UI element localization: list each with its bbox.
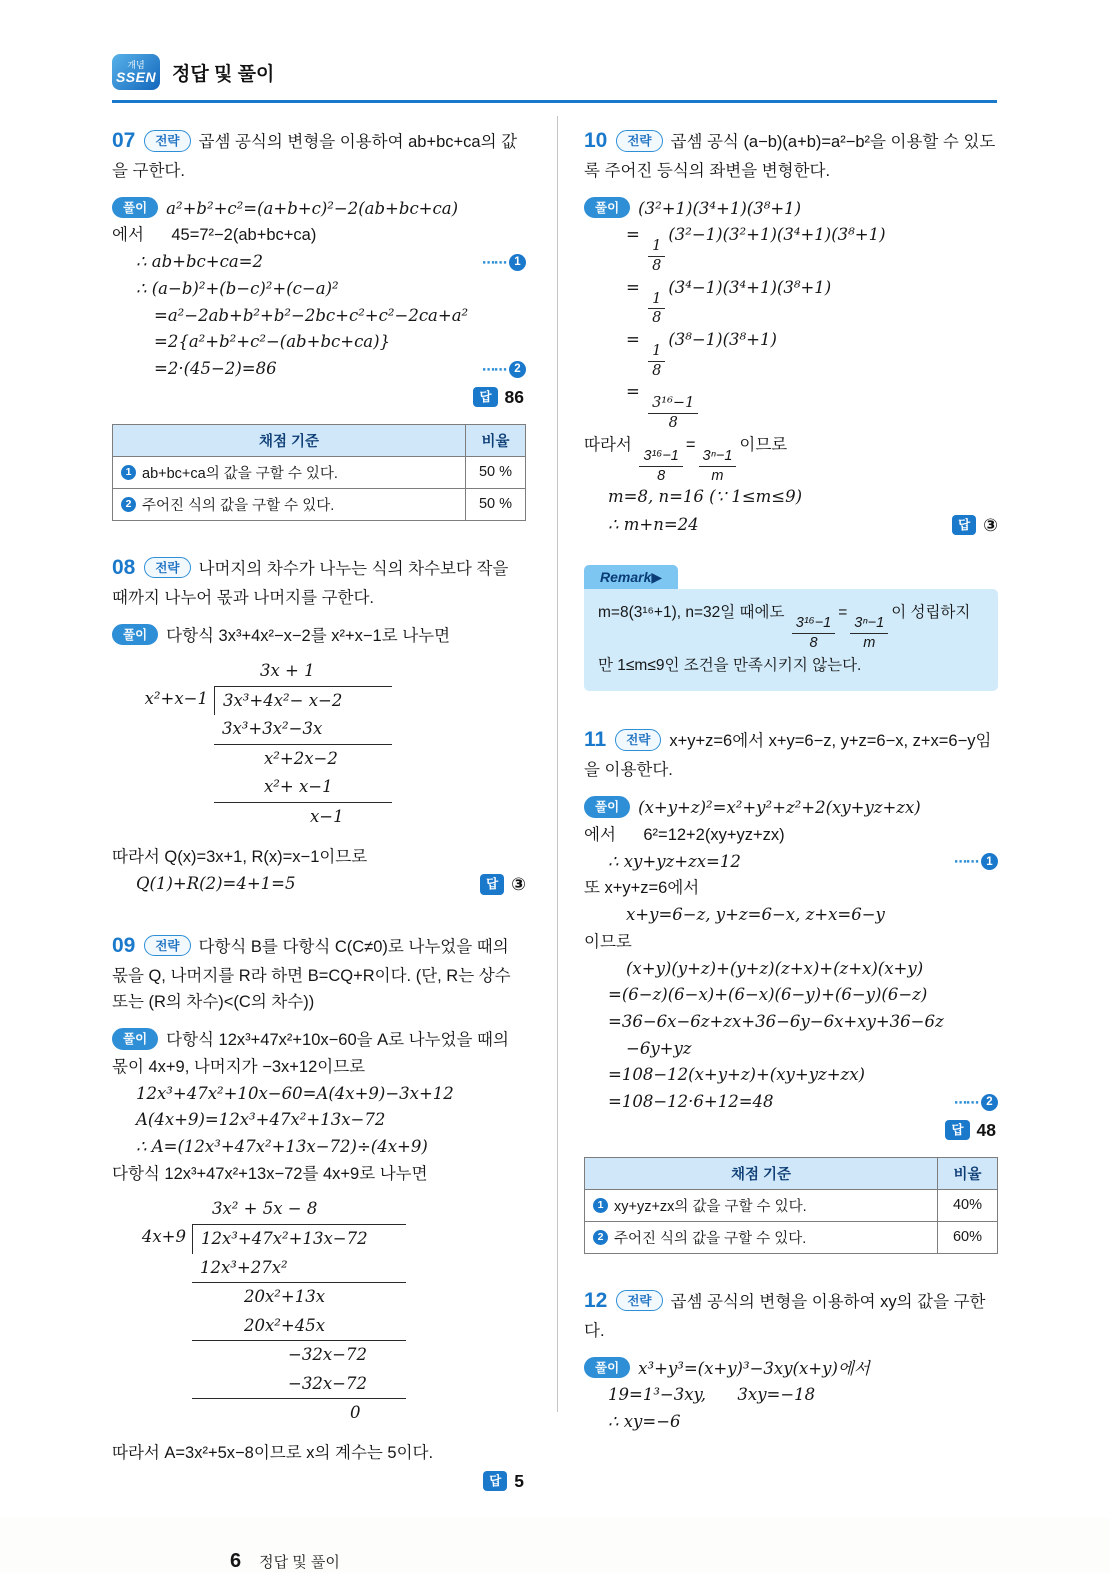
table-row <box>113 488 526 520</box>
remark-label: Remark▶ <box>584 565 678 589</box>
strategy-badge: 전략 <box>144 935 190 957</box>
solution-line: 에서 45=7²−2(ab+bc+ca) <box>112 226 317 245</box>
solution-line: =a²−2ab+b²+b²−2bc+c²+c²−2ca+a² <box>154 305 469 325</box>
solution-badge: 풀이 <box>112 1028 158 1050</box>
strategy-badge: 전략 <box>615 729 661 751</box>
problem-12-intro <box>584 1284 998 1345</box>
grading-ratio-header: 비율 <box>466 424 526 456</box>
header-rule <box>112 100 997 103</box>
division-quotient: 3x² + 5x − 8 <box>212 1199 318 1219</box>
fraction: $\frac{1}{8}$ <box>648 238 665 274</box>
strategy-text: 곱셈 공식의 변형을 이용하여 xy의 값을 구한다. <box>584 1292 986 1340</box>
division-dividend: 12x³+47x²+13x−72 <box>192 1224 406 1254</box>
solution-line: ∴ m+n=24 답 ③ <box>584 511 998 539</box>
solution-line: 다항식 12x³+47x²+13x−72를 4x+9로 나누면 <box>112 1164 428 1183</box>
problem-08 <box>112 551 526 899</box>
division-divisor: x²+x−1 <box>144 688 208 708</box>
fraction: $\frac{\text{3¹⁶−1}}{8}$ <box>792 615 835 651</box>
strategy-text: 곱셈 공식 (a−b)(a+b)=a²−b²을 이용할 수 있도록 주어진 등식의 좌변을 변형한다. <box>584 133 996 181</box>
problem-10-intro <box>584 124 998 185</box>
strategy-badge: 전략 <box>616 130 662 152</box>
answer-value: ③ <box>511 874 526 895</box>
criterion-text: ab+bc+ca의 값을 구할 수 있다. <box>142 465 338 482</box>
problem-11 <box>584 723 998 1253</box>
solution-line: ∴ xy=−6 <box>608 1412 681 1431</box>
grading-criteria-header: 채점 기준 <box>585 1157 938 1189</box>
problem-number: 09 <box>112 933 136 957</box>
grading-header-row <box>585 1157 998 1189</box>
fraction: $\frac{1}{8}$ <box>648 343 665 379</box>
solution-line: A(4x+9)=12x³+47x²+13x−72 <box>136 1110 386 1130</box>
solution-line: ∴ (a−b)²+(b−c)²+(c−a)² <box>136 278 339 298</box>
problem-09-intro <box>112 929 526 1016</box>
logo-main-text: SSEN <box>115 68 157 85</box>
criterion-text: xy+yz+zx의 값을 구할 수 있다. <box>614 1198 807 1215</box>
grading-criteria-header: 채점 기준 <box>113 424 466 456</box>
footer-label: 정답 및 풀이 <box>259 1554 340 1571</box>
division-line: 20x²+45x <box>192 1312 406 1342</box>
solution-badge: 풀이 <box>584 197 630 219</box>
answer-badge: 답 <box>945 1120 969 1140</box>
problem-08-intro <box>112 551 526 612</box>
criterion-ratio: 60% <box>938 1221 998 1253</box>
criterion-ratio: 50 % <box>466 488 526 520</box>
solution-line: 이므로 <box>584 932 632 951</box>
criterion-text: 주어진 식의 값을 구할 수 있다. <box>142 497 335 514</box>
logo-top-text: 개념 <box>127 59 145 70</box>
division-divisor: 4x+9 <box>141 1226 186 1246</box>
division-line: 3x³+3x²−3x <box>214 715 392 745</box>
division-line: 0 <box>350 1403 361 1423</box>
problem-09 <box>112 929 526 1492</box>
solution-line: = $\frac{1}{8}$ (3⁴−1)(3⁴+1)(3⁸+1) <box>626 277 832 327</box>
fraction: $\frac{\text{3¹⁶−1}}{8}$ <box>639 448 682 484</box>
fraction: $\frac{\text{3ⁿ−1}}{m}$ <box>699 448 737 484</box>
answer-badge: 답 <box>483 1471 507 1491</box>
division-line: x²+ x−1 <box>214 773 392 803</box>
division-line: x²+2x−2 <box>264 748 338 768</box>
solution-line: 19=1³−3xy, 3xy=−18 <box>608 1385 816 1405</box>
answer-value: 5 <box>514 1470 524 1491</box>
answer-line <box>584 1120 996 1141</box>
solution-line: x+y=6−z, y+z=6−x, z+x=6−y <box>626 905 885 925</box>
answer-value: 48 <box>976 1119 996 1140</box>
problem-number: 12 <box>584 1288 608 1312</box>
problem-12 <box>584 1284 998 1436</box>
solution-badge: 풀이 <box>112 624 158 646</box>
step-1-badge: 1 <box>509 254 526 271</box>
solution-start <box>584 795 998 822</box>
solution-line: ∴ A=(12x³+47x²+13x−72)÷(4x+9) <box>136 1136 428 1156</box>
solution-line: =36−6x−6z+zx+36−6y−6x+xy+36−6z <box>608 1011 944 1031</box>
solution-start <box>112 623 526 650</box>
step-marker <box>482 359 526 380</box>
step-2-badge: 2 <box>121 497 136 512</box>
solution-badge: 풀이 <box>112 197 158 219</box>
problem-07 <box>112 124 526 521</box>
grading-table <box>584 1157 998 1254</box>
answer-badge: 답 <box>473 387 497 407</box>
division-line: x−1 <box>310 807 344 827</box>
answer-line <box>952 511 998 539</box>
solution-line: a²+b²+c²=(a+b+c)²−2(ab+bc+ca) <box>166 198 459 218</box>
division-dividend: 3x³+4x²− x−2 <box>214 686 392 716</box>
solution-line: 에서 6²=12+2(xy+yz+zx) <box>584 825 785 844</box>
page-number: 6 <box>230 1550 242 1572</box>
page-title: 정답 및 풀이 <box>172 63 275 85</box>
solution-line: =2·(45−2)=86 ⋯⋯ 2 <box>112 356 526 383</box>
strategy-text: x+y+z=6에서 x+y=6−z, y+z=6−x, z+x=6−y임을 이용한다. <box>584 732 992 780</box>
page-header <box>112 54 997 90</box>
fraction: $\frac{\text{3¹⁶−1}}{8}$ <box>648 395 698 431</box>
remark-box <box>584 565 998 691</box>
solution-line: =2{a²+b²+c²−(ab+bc+ca)} <box>154 332 391 352</box>
answer-value: ③ <box>983 514 998 535</box>
problem-number: 11 <box>584 728 607 752</box>
solution-line: 다항식 3x³+4x²−x−2를 x²+x−1로 나누면 <box>166 626 451 645</box>
solution-start <box>584 196 998 223</box>
answer-line <box>112 387 524 408</box>
solution-line: 따라서 $\frac{\text{3¹⁶−1}}{8}$ = $\frac{\text{3ⁿ−1}}{m}$ 이므로 <box>584 435 788 484</box>
division-line: −32x−72 <box>288 1345 367 1365</box>
strategy-badge: 전략 <box>616 1290 662 1312</box>
division-line: 20x²+13x <box>244 1287 326 1307</box>
grading-ratio-header: 비율 <box>938 1157 998 1189</box>
solution-line: m=8, n=16 (∵ 1≤m≤9) <box>608 487 803 507</box>
criterion-ratio: 40% <box>938 1189 998 1221</box>
problem-number: 10 <box>584 129 608 152</box>
step-marker <box>482 252 526 273</box>
division-quotient: 3x + 1 <box>260 661 315 681</box>
right-column <box>584 124 998 1466</box>
problem-number: 08 <box>112 555 136 579</box>
solution-line: (x+y)(y+z)+(y+z)(z+x)+(z+x)(x+y) <box>626 958 924 978</box>
leader-dots: ⋯⋯ <box>954 1094 978 1110</box>
solution-line: =108−12(x+y+z)+(xy+yz+zx) <box>608 1065 865 1085</box>
solution-line: (3²+1)(3⁴+1)(3⁸+1) <box>638 198 802 218</box>
grading-table <box>112 424 526 521</box>
solution-badge: 풀이 <box>584 1357 630 1379</box>
solution-line: 따라서 A=3x²+5x−8이므로 x의 계수는 5이다. <box>112 1443 434 1462</box>
solution-line: Q(1)+R(2)=4+1=5 답 ③ <box>112 870 526 898</box>
step-2-badge: 2 <box>593 1230 608 1245</box>
solution-line: =108−12·6+12=48 ⋯⋯ 2 <box>584 1089 998 1116</box>
problem-11-intro <box>584 723 998 784</box>
step-1-badge: 1 <box>593 1198 608 1213</box>
answer-value: 86 <box>504 386 524 407</box>
answer-badge: 답 <box>480 874 504 894</box>
fraction: $\frac{1}{8}$ <box>648 291 665 327</box>
solution-line: 다항식 12x³+47x²+10x−60을 A로 나누었을 때의 몫이 4x+9, 나머지가 −3x+12이므로 <box>112 1031 514 1076</box>
step-2-badge: 2 <box>981 1094 998 1111</box>
solution-line: −6y+yz <box>626 1038 692 1058</box>
division-line: 12x³+27x² <box>192 1254 406 1284</box>
page-footer <box>230 1550 340 1573</box>
step-marker <box>954 1092 998 1113</box>
leader-dots: ⋯⋯ <box>482 255 506 270</box>
strategy-badge: 전략 <box>144 130 190 152</box>
solution-line: 따라서 Q(x)=3x+1, R(x)=x−1이므로 <box>112 847 368 866</box>
solution-line: 12x³+47x²+10x−60=A(4x+9)−3x+12 <box>136 1083 454 1103</box>
division-line: −32x−72 <box>192 1370 406 1400</box>
solution-line: 또 x+y+z=6에서 <box>584 879 700 898</box>
problem-10 <box>584 124 998 691</box>
answer-badge: 답 <box>952 515 976 535</box>
strategy-text: 다항식 B를 다항식 C(C≠0)로 나누었을 때의 몫을 Q, 나머지를 R라 하면 B=CQ+R이다. (단, R는 상수 또는 (R의 차수)<(C의 차수)) <box>112 937 516 1012</box>
solution-line: (x+y+z)²=x²+y²+z²+2(xy+yz+zx) <box>638 798 921 818</box>
strategy-badge: 전략 <box>144 557 190 579</box>
ssen-logo <box>112 54 160 90</box>
criterion-text: 주어진 식의 값을 구할 수 있다. <box>614 1230 807 1247</box>
solution-line: = $\frac{\text{3¹⁶−1}}{8}$ <box>584 379 998 431</box>
content-columns <box>112 124 998 1572</box>
table-row <box>585 1221 998 1253</box>
solution-line: x³+y³=(x+y)³−3xy(x+y)에서 <box>638 1358 870 1378</box>
solution-line: = $\frac{1}{8}$ (3²−1)(3²+1)(3⁴+1)(3⁸+1) <box>626 225 886 275</box>
solution-start <box>112 196 526 223</box>
solution-start <box>584 1356 998 1383</box>
solution-line: ∴ xy+yz+zx=12 ⋯⋯ 1 <box>584 849 998 876</box>
strategy-text: 나머지의 차수가 나누는 식의 차수보다 작을 때까지 나누어 몫과 나머지를 구한다. <box>112 559 513 607</box>
leader-dots: ⋯⋯ <box>482 361 506 377</box>
long-division <box>128 657 526 831</box>
step-1-badge: 1 <box>121 465 136 480</box>
fraction: $\frac{\text{3ⁿ−1}}{m}$ <box>850 615 888 651</box>
strategy-text: 곱셈 공식의 변형을 이용하여 ab+bc+ca의 값을 구한다. <box>112 133 518 181</box>
solution-line: =(6−z)(6−x)+(6−x)(6−y)+(6−y)(6−z) <box>608 985 928 1005</box>
table-row <box>113 456 526 488</box>
step-marker <box>954 851 998 872</box>
answer-line <box>480 870 526 898</box>
leader-dots: ⋯⋯ <box>954 854 978 870</box>
table-row <box>585 1189 998 1221</box>
grading-header-row <box>113 424 526 456</box>
step-1-badge: 1 <box>981 853 998 870</box>
step-2-badge: 2 <box>509 361 526 378</box>
solution-start <box>112 1027 526 1080</box>
criterion-ratio: 50 % <box>466 456 526 488</box>
long-division <box>128 1195 526 1428</box>
remark-text: m=8(3¹⁶+1), n=32일 때에도 $\frac{\text{3¹⁶−1}}{8}$ = $\frac{\text{3ⁿ−1}}{m}$ 이 성립하지만 1≤m≤9인 조건을 만족시키지 않는다. <box>584 589 998 691</box>
left-column <box>112 124 526 1572</box>
solution-badge: 풀이 <box>584 796 630 818</box>
problem-number: 07 <box>112 129 136 152</box>
answer-line <box>112 1471 524 1492</box>
solution-line: ∴ ab+bc+ca=2 ⋯⋯ 1 <box>112 249 526 276</box>
solution-line: = $\frac{1}{8}$ (3⁸−1)(3⁸+1) <box>626 330 777 379</box>
problem-07-intro <box>112 124 526 185</box>
